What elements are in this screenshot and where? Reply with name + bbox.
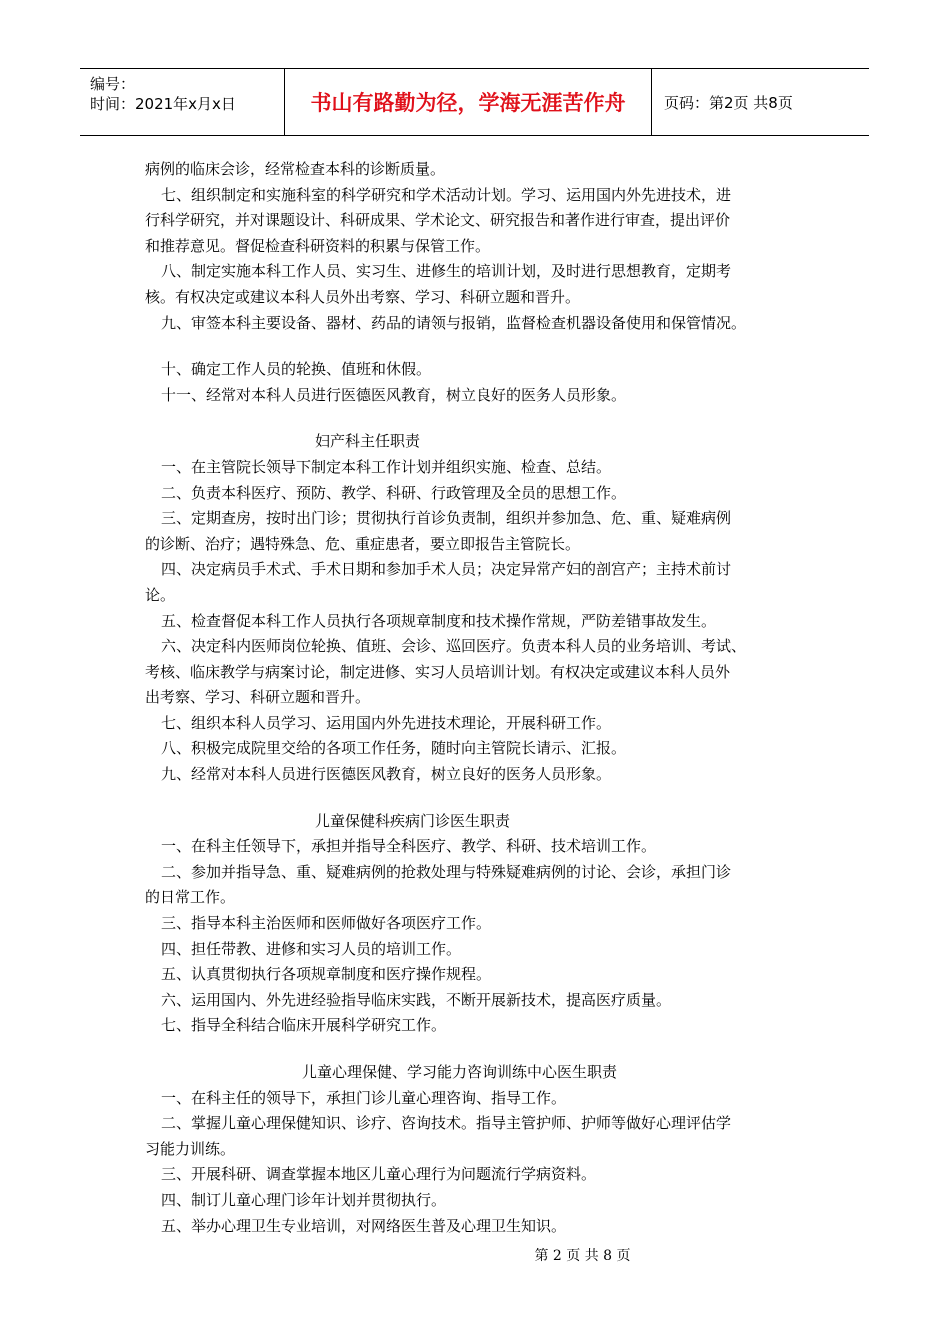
text-line: 习能力训练。 (145, 1139, 236, 1158)
text-line: 八、制定实施本科工作人员、实习生、进修生的培训计划，及时进行思想教育，定期考 (161, 262, 732, 281)
text-line: 五、举办心理卫生专业培训，对网络医生普及心理卫生知识。 (161, 1216, 567, 1235)
text-line: 核。有权决定或建议本科人员外出考察、学习、科研立题和晋升。 (145, 287, 581, 306)
text-line: 考核、临床教学与病案讨论，制定进修、实习人员培训计划。有权决定或建议本科人员外 (145, 662, 731, 681)
text-line: 五、检查督促本科工作人员执行各项规章制度和技术操作常规，严防差错事故发生。 (161, 611, 717, 630)
paragraph-block (145, 157, 835, 336)
header-motto: 书山有路勤为径，学海无涯苦作舟 (285, 69, 652, 135)
number-label: 编号： (90, 75, 136, 93)
spacer (145, 336, 835, 357)
page-footer: 第 2 页 共 8 页 (534, 1248, 631, 1264)
section-body (145, 834, 835, 1039)
text-line: 九、审签本科主要设备、器材、药品的请领与报销，监督检查机器设备使用和保管情况。 (161, 313, 747, 332)
section-body (145, 455, 835, 788)
header-meta (80, 69, 285, 135)
text-line: 三、指导本科主治医师和医师做好各项医疗工作。 (161, 914, 492, 933)
text-line: 十、确定工作人员的轮换、值班和休假。 (161, 360, 432, 379)
page-header (80, 68, 869, 136)
text-line: 病例的临床会诊，经常检查本科的诊断质量。 (145, 160, 446, 178)
text-line: 一、在科主任的领导下，承担门诊儿童心理咨询、指导工作。 (161, 1088, 567, 1107)
section-body (145, 1086, 835, 1240)
text-line: 七、组织制定和实施科室的科学研究和学术活动计划。学习、运用国内外先进技术，进 (161, 185, 732, 204)
text-line: 的日常工作。 (145, 888, 236, 907)
spacer (145, 1039, 835, 1060)
text-line: 五、认真贯彻执行各项规章制度和医疗操作规程。 (161, 965, 492, 984)
time-label: 时间：2021年x月x日 (90, 95, 236, 113)
text-line: 七、组织本科人员学习、运用国内外先进技术理论，开展科研工作。 (161, 713, 612, 732)
text-line: 二、负责本科医疗、预防、教学、科研、行政管理及全员的思想工作。 (161, 483, 627, 502)
text-line: 行科学研究，并对课题设计、科研成果、学术论文、研究报告和著作进行审查，提出评价 (145, 211, 731, 230)
spacer (145, 408, 835, 429)
header-page-info: 页码：第2页 共8页 (664, 93, 793, 112)
section-title: 儿童心理保健、学习能力咨询训练中心医生职责 (302, 1063, 618, 1081)
text-line: 二、参加并指导急、重、疑难病例的抢救处理与特殊疑难病例的讨论、会诊，承担门诊 (161, 862, 732, 881)
document-body (145, 157, 835, 1239)
text-line: 二、掌握儿童心理保健知识、诊疗、咨询技术。指导主管护师、护师等做好心理评估学 (161, 1114, 732, 1133)
text-line: 六、决定科内医师岗位轮换、值班、会诊、巡回医疗。负责本科人员的业务培训、考试、 (161, 637, 747, 656)
text-line: 三、开展科研、调查掌握本地区儿童心理行为问题流行学病资料。 (161, 1165, 597, 1184)
text-line: 出考察、学习、科研立题和晋升。 (145, 688, 371, 707)
text-line: 一、在科主任领导下，承担并指导全科医疗、教学、科研、技术培训工作。 (161, 837, 657, 856)
text-line: 十一、经常对本科人员进行医德医风教育，树立良好的医务人员形象。 (161, 385, 627, 404)
text-line: 四、制订儿童心理门诊年计划并贯彻执行。 (161, 1190, 447, 1209)
text-line: 的诊断、治疗；遇特殊急、危、重症患者，要立即报告主管院长。 (145, 534, 581, 553)
text-line: 论。 (145, 585, 176, 604)
text-line: 和推荐意见。督促检查科研资料的积累与保管工作。 (145, 236, 491, 255)
text-line: 六、运用国内、外先进经验指导临床实践，不断开展新技术，提高医疗质量。 (161, 990, 672, 1009)
text-line: 三、定期查房，按时出门诊；贯彻执行首诊负责制，组织并参加急、危、重、疑难病例 (161, 509, 732, 528)
paragraph-block (145, 357, 835, 408)
text-line: 八、积极完成院里交给的各项工作任务，随时向主管院长请示、汇报。 (161, 739, 627, 758)
section-title: 妇产科主任职责 (315, 432, 421, 451)
text-line: 四、担任带教、进修和实习人员的培训工作。 (161, 939, 462, 958)
section-title: 儿童保健科疾病门诊医生职责 (315, 811, 511, 830)
text-line: 四、决定病员手术式、手术日期和参加手术人员；决定异常产妇的剖宫产；主持术前讨 (161, 560, 732, 579)
text-line: 七、指导全科结合临床开展科学研究工作。 (161, 1016, 447, 1035)
spacer (145, 788, 835, 809)
text-line: 九、经常对本科人员进行医德医风教育，树立良好的医务人员形象。 (161, 765, 612, 784)
text-line: 一、在主管院长领导下制定本科工作计划并组织实施、检查、总结。 (161, 457, 612, 476)
